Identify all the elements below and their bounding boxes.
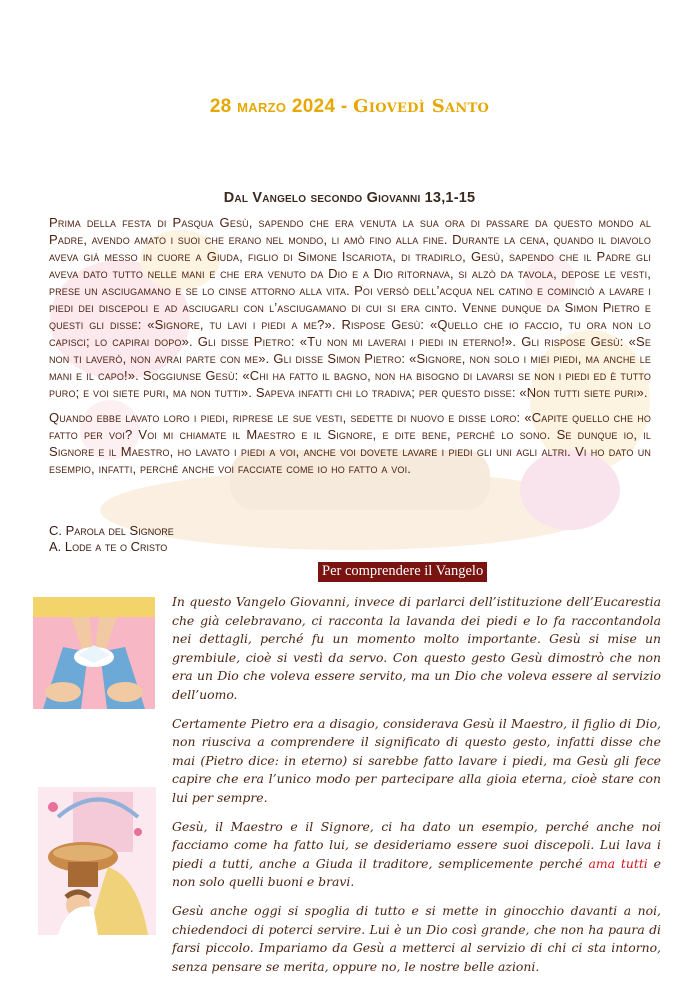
closing-celebrant: C. Parola del Signore <box>49 523 174 538</box>
gospel-heading: Dal Vangelo secondo Giovanni 13,1-15 <box>223 190 476 206</box>
comment-paragraph <box>172 818 661 892</box>
comment-section-title: Per comprendere il Vangelo <box>318 562 487 582</box>
gospel-text <box>49 214 651 485</box>
comment-paragraph: In questo Vangelo Giovanni, invece di parlarci dell’istituzione dell’Eucarestia che già celebravano, ci racconta la lavanda dei piedi e lo fa raccontandola nei dettagli, perché fu un momento molto importante. Gesù si mise un grembiule, cioè si vestì da servo. Con questo gesto Gesù dimostrò che non era un Dio che voleva essere servito, ma un Dio che voleva essere al servizio dell’uomo. <box>172 594 661 702</box>
comment-text <box>172 593 661 986</box>
closing-responses <box>49 523 174 555</box>
comment-text-segment: Gesù, il Maestro e il Signore, ci ha dato un esempio, perché anche noi facciamo come ha fatto lui, se desideriamo essere suoi discepoli. Lui lava i piedi a tutti, anche a Giuda il traditore, semplicemente perché <box>172 818 661 871</box>
comment-paragraph: Certamente Pietro era a disagio, considerava Gesù il Maestro, il figlio di Dio, non riusciva a comprendere il significato di questo gesto, infatti disse che mai (Pietro dice: in eterno) si sarebbe fatto lavare i piedi, ma Gesù gli fece capire che era l’unico modo per partecipare alla gioia eterna, cioè stare con lui per sempre. <box>172 715 661 805</box>
highlighted-phrase: ama tutti <box>588 855 648 871</box>
comment-paragraph: Gesù anche oggi si spoglia di tutto e si mette in ginocchio davanti a noi, chiedendoci di poterci servire. Lui è un Dio così grande, che non ha paura di farsi piccolo. Impariamo da Gesù a metterci al servizio di chi ci sta intorno, senza pensare se merita, oppure no, le nostre belle azioni. <box>172 902 661 974</box>
foot-washing-illustration <box>38 787 156 935</box>
hands-illustration <box>33 597 155 709</box>
comment-text-segment: e non solo quelli buoni e bravi. <box>172 855 661 890</box>
gospel-paragraph: Prima della festa di Pasqua Gesù, sapendo che era venuta la sua ora di passare da questo mondo al Padre, avendo amato i suoi che erano nel mondo, li amò fino alla fine. Durante la cena, quando il diavolo aveva già messo in cuore a Giuda, figlio di Simone Iscariota, di tradirlo, Gesù, sapendo che il Padre gli aveva dato tutto nelle mani e che era venuto da Dio e a Dio ritornava, si alzò da tavola, depose le vesti, prese un asciugamano e se lo cinse attorno alla vita. Poi versò dell’acqua nel catino e cominciò a lavare i piedi dei discepoli e ad asciugarli con l’asciugamano di cui si era cinto. Venne dunque da Simon Pietro e questi gli disse: «Signore, tu lavi i piedi a me?». Rispose Gesù: «Quello che io faccio, tu ora non lo capisci; lo capirai dopo». Gli disse Pietro: «Tu non mi laverai i piedi in eterno!». Gli rispose Gesù: «Se non ti laverò, non avrai parte con me». Gli disse Simon Pietro: «Signore, non solo i miei piedi, ma anche le mani e il capo!». Soggiunse Gesù: «Chi ha fatto il bagno, non ha bisogno di lavarsi se non i piedi ed è tutto puro; e voi siete puri, ma non tutti». Sapeva infatti chi lo tradiva; per questo disse: «Non tutti siete puri». <box>49 215 651 400</box>
closing-assembly: A. Lode a te o Cristo <box>49 539 168 554</box>
title-date: 28 marzo 2024 - <box>209 96 348 117</box>
gospel-paragraph: Quando ebbe lavato loro i piedi, riprese le sue vesti, sedette di nuovo e disse loro: «Capite quello che ho fatto per voi? Voi mi chiamate il Maestro e il Signore, e dite bene, perché lo sono. Se dunque io, il Signore e il Maestro, ho lavato i piedi a voi, anche voi dovete lavare i piedi gli uni agli altri. Vi ho dato un esempio, infatti, perché anche voi facciate come io ho fatto a voi. <box>49 410 651 476</box>
title-day: Giovedì Santo <box>353 96 490 117</box>
page-title <box>0 96 699 118</box>
